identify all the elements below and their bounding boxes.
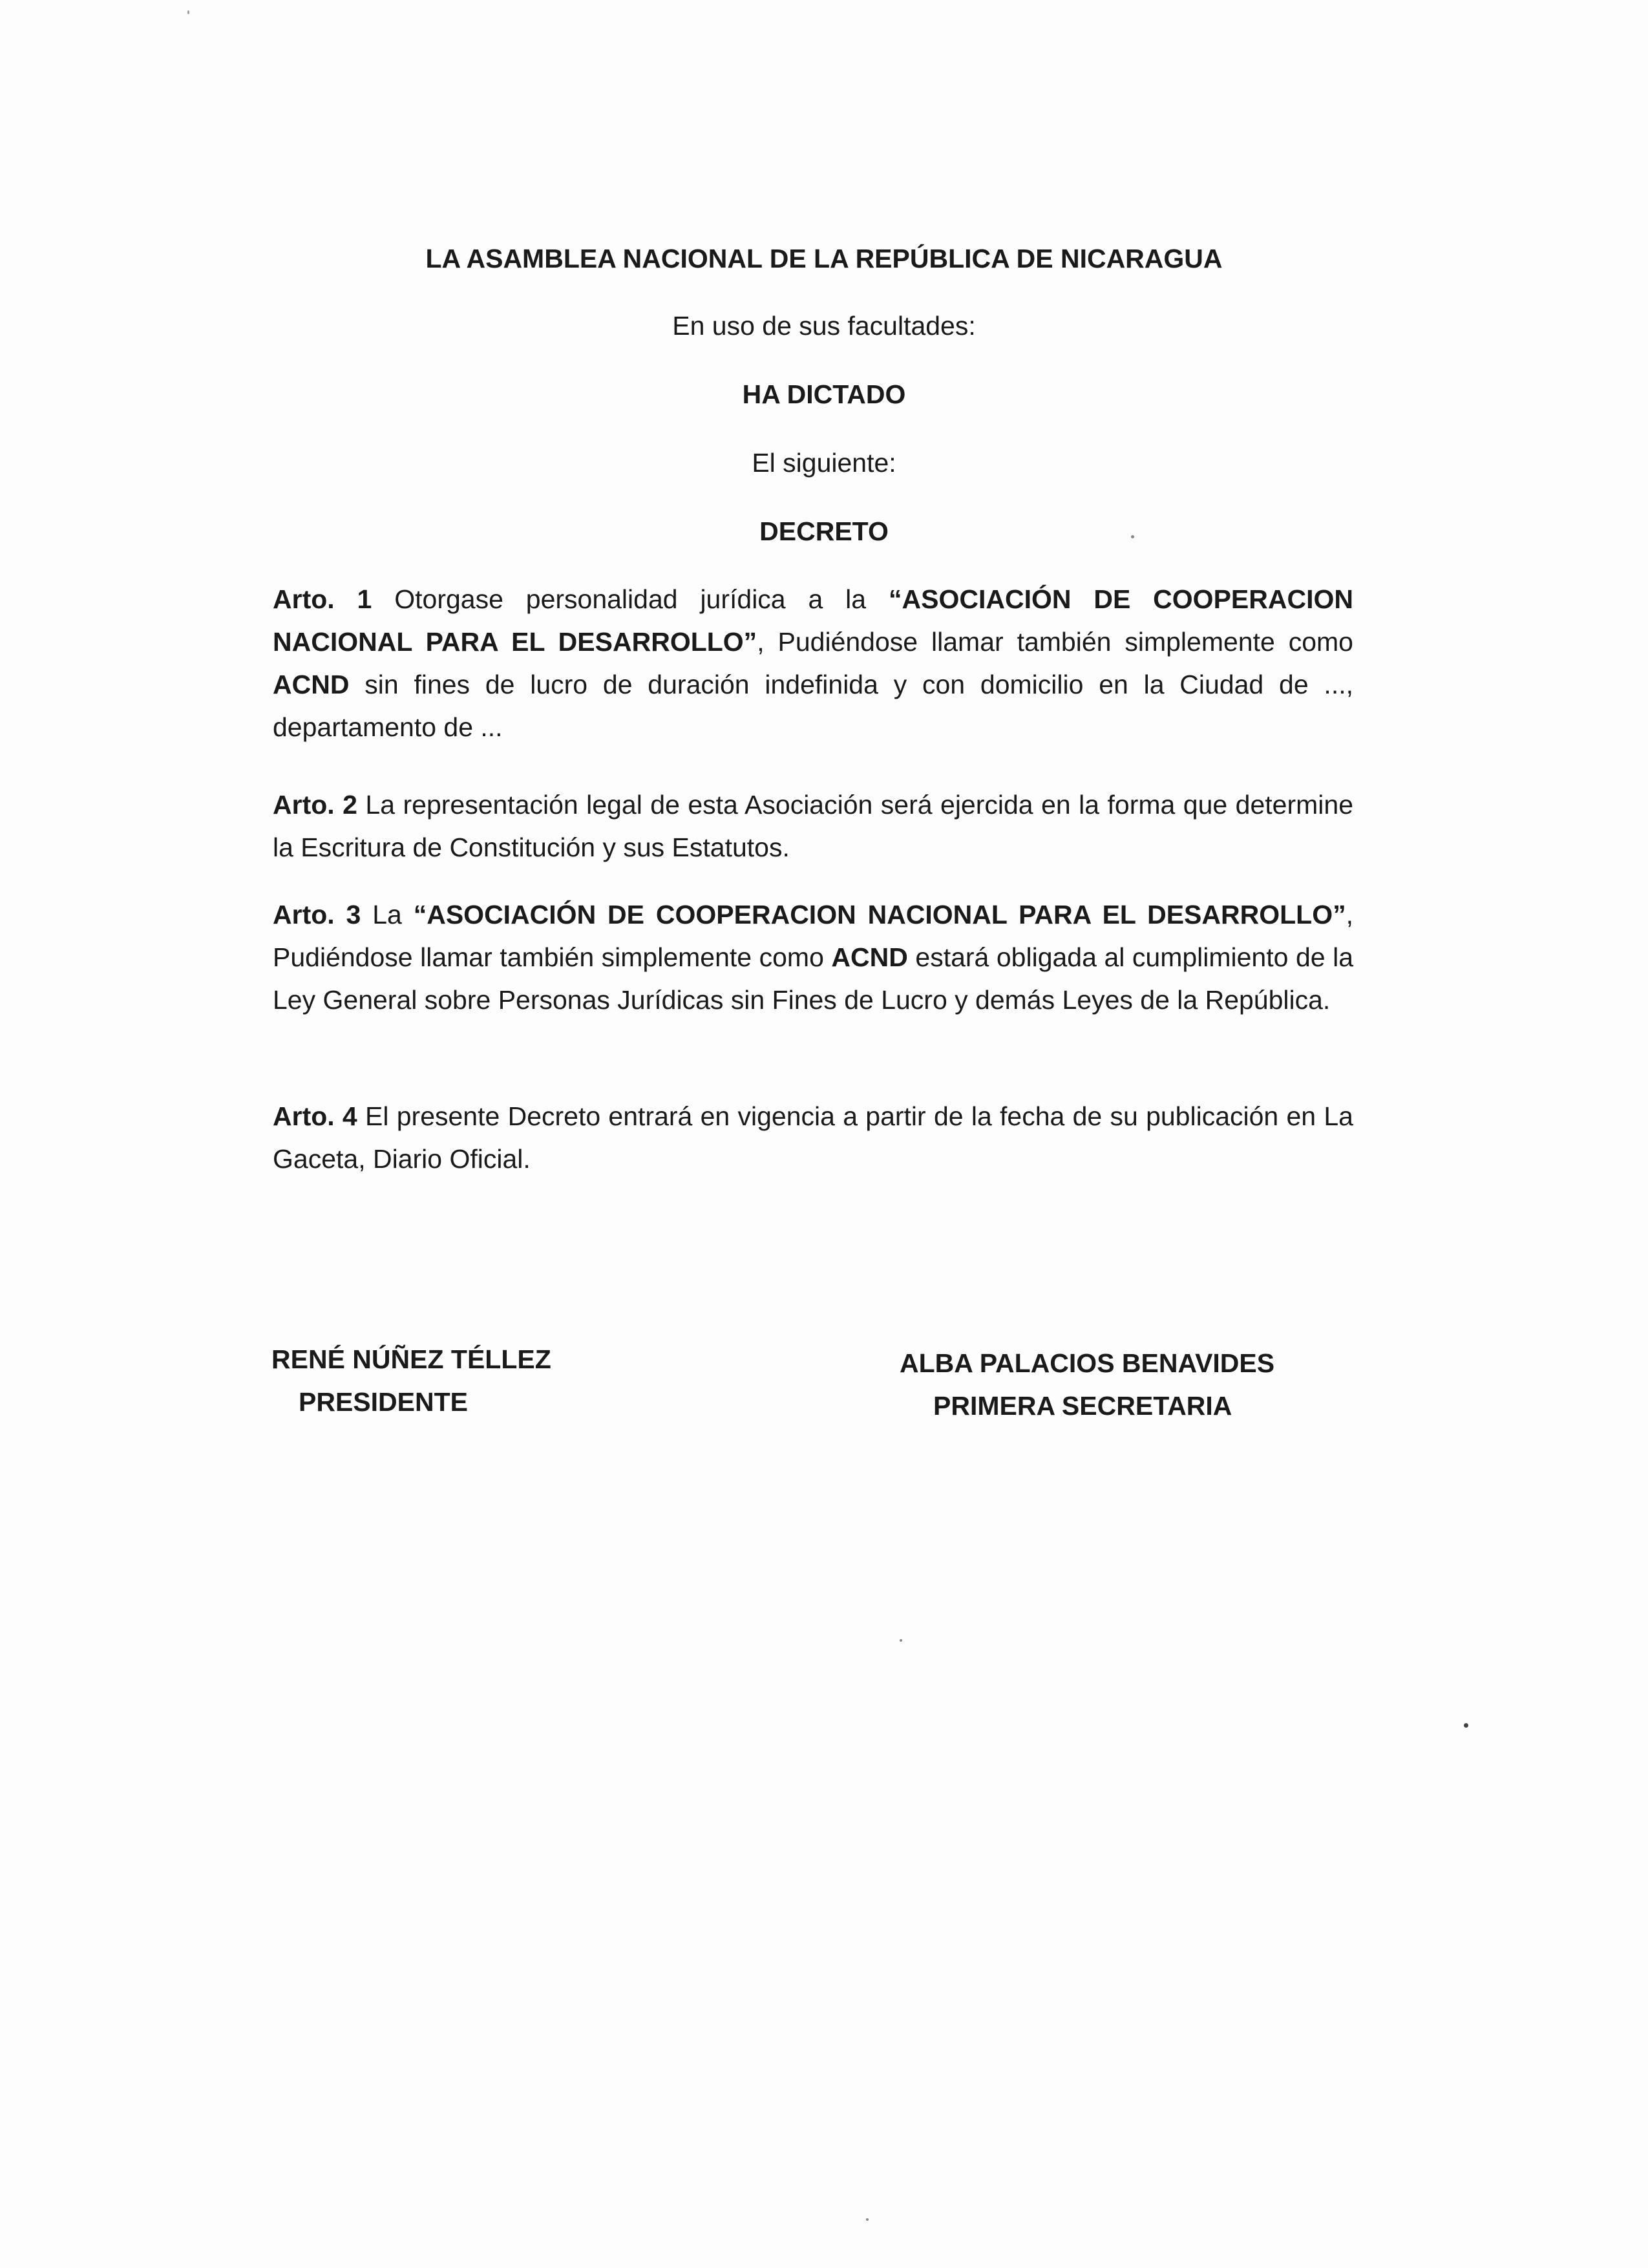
article-1-association-name: “ASOCIACIÓN DE COOPERACION NACIONAL PARA EL DESARROLLO”	[273, 584, 1353, 657]
article-3-label: Arto. 3	[273, 900, 361, 929]
secretary-name: ALBA PALACIOS BENAVIDES	[900, 1348, 1275, 1378]
article-4-label: Arto. 4	[273, 1101, 357, 1131]
article-3	[273, 893, 1353, 1021]
secretary-title: PRIMERA SECRETARIA	[933, 1391, 1232, 1421]
scan-speck	[900, 1639, 902, 1642]
scan-speck	[866, 2218, 869, 2221]
article-1-acronym: ACND	[273, 670, 350, 699]
president-name: RENÉ NÚÑEZ TÉLLEZ	[271, 1344, 551, 1374]
dictated-heading: HA DICTADO	[742, 379, 906, 409]
article-1-label: Arto. 1	[273, 584, 372, 614]
article-3-text-c: estará obligada al cumplimiento de la Ley General sobre Personas Jurídicas sin Fines de Lucro y demás Leyes de la República.	[273, 942, 1354, 1015]
article-3-association-name: “ASOCIACIÓN DE COOPERACION NACIONAL PARA EL DESARROLLO”	[413, 900, 1346, 929]
president-title: PRESIDENTE	[299, 1387, 468, 1417]
scan-speck	[187, 10, 189, 14]
scan-speck	[1464, 1723, 1468, 1728]
assembly-title: LA ASAMBLEA NACIONAL DE LA REPÚBLICA DE NICARAGUA	[425, 244, 1223, 273]
article-3-text-b: , Pudiéndose llamar también simplemente como	[273, 900, 1354, 972]
scan-speck	[1131, 535, 1134, 538]
article-2-text: La representación legal de esta Asociación será ejercida en la forma que determine la Escritura de Constitución y sus Estatutos.	[273, 790, 1353, 862]
article-4	[273, 1095, 1353, 1180]
article-1-text-b: , Pudiéndose llamar también simplemente como	[757, 627, 1353, 657]
article-3-acronym: ACND	[831, 942, 908, 972]
following-line: El siguiente:	[752, 448, 896, 478]
article-3-text-a: La	[361, 900, 414, 929]
powers-line: En uso de sus facultades:	[672, 311, 976, 341]
article-2	[273, 783, 1353, 869]
article-1-text-c: sin fines de lucro de duración indefinida y con domicilio en la Ciudad de ..., departamento de ...	[273, 670, 1353, 742]
article-2-label: Arto. 2	[273, 790, 357, 820]
article-1-text-a: Otorgase personalidad jurídica a la	[372, 584, 889, 614]
article-4-text: El presente Decreto entrará en vigencia a partir de la fecha de su publicación en La Gaceta, Diario Oficial.	[273, 1101, 1353, 1174]
article-1	[273, 578, 1353, 748]
decree-heading: DECRETO	[759, 516, 889, 546]
